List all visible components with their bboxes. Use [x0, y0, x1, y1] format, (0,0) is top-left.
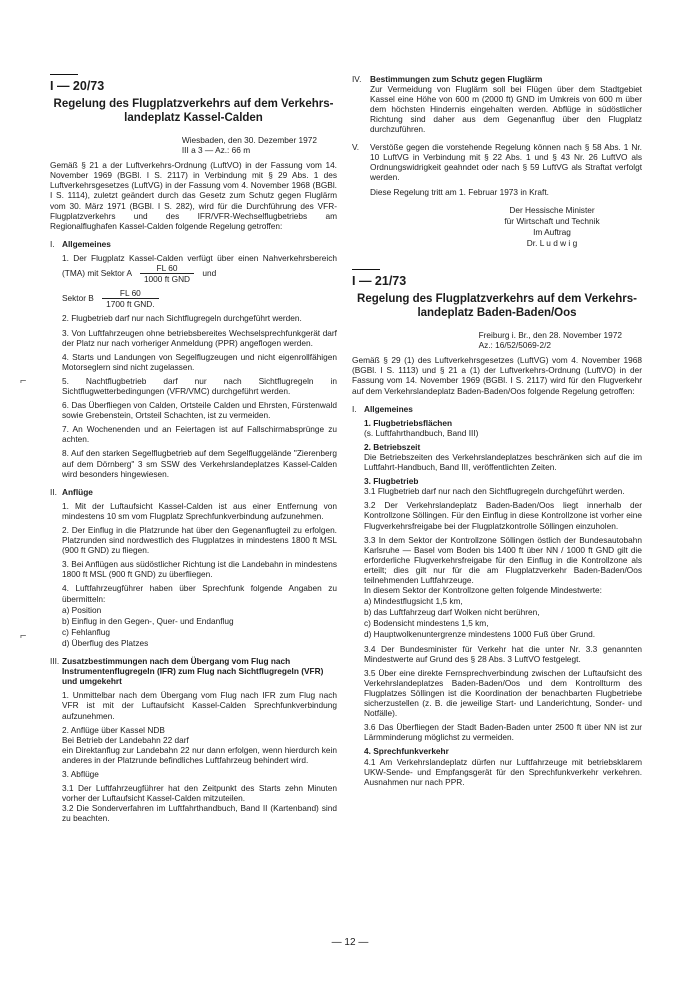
section-violations: [352, 142, 642, 182]
list-item: 2. Flugbetrieb darf nur nach Sichtflugregeln durchgeführt werden.: [62, 313, 302, 324]
subsection-text: Die Betriebszeiten des Verkehrslandeplatzes beschränken sich auf die im Luftfahrt-Handbuch, Band III, veröffentlichten Zeiten.: [364, 451, 642, 473]
fraction-numerator: FL 60: [140, 263, 194, 274]
item-title: 3. Abflüge: [62, 768, 99, 779]
subsection-title: 2. Betriebszeit: [364, 441, 421, 452]
list-item: 6. Das Überfliegen von Calden, Ortsteile Calden und Ehrsten, Fürstenwald sowie Grebenstein, Ortsteil Schachten, ist zu vermeiden.: [62, 400, 337, 421]
list-item: 3.6 Das Überfliegen der Stadt Baden-Baden unter 2500 ft über NN ist zur Lärmminderung möglichst zu vermeiden.: [364, 722, 642, 743]
effective-date: Diese Regelung tritt am 1. Februar 1973 in Kraft.: [370, 186, 549, 197]
sub-list-item: d) Überflug des Platzes: [62, 637, 149, 648]
subsection-title: 1. Flugbetriebsflächen: [364, 417, 453, 428]
section-number: II.: [50, 486, 57, 497]
section-number: V.: [352, 141, 360, 152]
signature-line: für Wirtschaft und Technik: [504, 216, 600, 227]
list-item: In diesem Sektor der Kontrollzone gelten folgende Mindestwerte:: [364, 585, 602, 596]
fraction-denominator: 1000 ft GND: [143, 274, 191, 285]
section-ifr-vfr: [50, 656, 337, 823]
doc-number: I — 21/73: [352, 274, 407, 289]
subsection-text: (s. Luftfahrthandbuch, Band III): [364, 427, 479, 438]
list-item: 4. Luftfahrzeugführer haben über Sprechfunk folgende Angaben zu übermitteln:: [62, 583, 337, 604]
list-item: 3. Von Luftfahrzeugen ohne betriebsbereites Wechselsprechfunkgerät darf der Platz nur nach vorheriger Anmeldung (PPR) angeflogen werden.: [62, 327, 337, 348]
fraction-denominator: 1700 ft GND.: [106, 299, 155, 310]
list-item: 7. An Wochenenden und an Feiertagen ist auf Fallschirmabsprünge zu achten.: [62, 424, 337, 445]
section-heading: Allgemeines: [62, 238, 111, 249]
item-text: 1. Der Flugplatz Kassel-Calden verfügt über einen Nahverkehrsbereich (TMA) mit Sektor A: [62, 252, 337, 278]
doc-number-rule: [50, 74, 78, 75]
fraction-sector-a: [140, 263, 194, 284]
section-heading: Anflüge: [62, 486, 93, 497]
fraction-sector-b: [102, 288, 158, 309]
item-line: Bei Betrieb der Landebahn 22 darf: [62, 734, 189, 745]
document-title: Regelung des Flugplatzverkehrs auf dem Verkehrs-landeplatz Kassel-Calden: [53, 98, 334, 124]
page-number: — 12 —: [331, 937, 369, 948]
list-item: 3.2 Der Verkehrslandeplatz Baden-Baden/Oos liegt innerhalb der Kontrollzone Söllingen. Für den Einflug in diese Kontrollzone ist vorher eine Flugverkehrsfreigabe bei der Flugplatzkontrolle Söllingen einzuholen.: [364, 500, 642, 531]
section-heading: Bestimmungen zum Schutz gegen Fluglärm: [370, 74, 543, 84]
item-text: ein Direktanflug zur Landebahn 22 nur dann erfolgen, wenn hierdurch kein anderes in der Platzrunde befindliches Luftfahrzeug behindert wird.: [62, 744, 337, 765]
signature-name: Dr. L u d w i g: [526, 238, 578, 249]
section-text: Zur Vermeidung von Fluglärm soll bei Flügen über dem Stadtgebiet Kassel eine Höhe von 600 m (2000 ft) GND im Umkreis von 600 m über dem höchsten Hindernis eingehalten werden. Abflüge in südöstlicher Richtung sind daher aus dem Gegenanflug über den Flugplatz durchzuführen.: [370, 84, 642, 135]
subsection-title: 3. Flugbetrieb: [364, 476, 419, 487]
date-block: [50, 135, 337, 155]
sub-list-item: c) Bodensicht mindestens 1,5 km,: [364, 618, 489, 629]
list-item: 5. Nachtflugbetrieb darf nur nach Sichtflugregeln in Sichtflugwetterbedingungen (VFR/VMC) durchgeführt werden.: [62, 375, 337, 396]
doc-number: I — 20/73: [50, 79, 105, 93]
list-item: 3.2 Die Sonderverfahren im Luftfahrthandbuch, Band II (Kartenband) sind zu beachten.: [62, 803, 337, 824]
margin-mark: ⌐: [20, 375, 27, 387]
section-heading: Zusatzbestimmungen nach dem Übergang vom Flug nach Instrumentenflugregeln (IFR) zum Flug nach Sichtflugregeln (VFR) und umgekehrt: [62, 656, 324, 687]
section-number: IV.: [352, 74, 362, 84]
sub-list-item: b) Einflug in den Gegen-, Quer- und Endanflug: [62, 615, 234, 626]
item-sector-b: [62, 288, 337, 309]
doc-number-rule: [352, 269, 380, 270]
signature-line: Der Hessische Minister: [509, 205, 595, 216]
section-number: I.: [352, 403, 357, 414]
fraction-numerator: FL 60: [102, 288, 158, 299]
date-line: Freiburg i. Br., den 28. November 1972: [478, 330, 622, 341]
list-item: 3.3 In dem Sektor der Kontrollzone Söllingen östlich der Bundesautobahn Karlsruhe — Basel vom Boden bis 1400 ft über NN / 1000 ft GND gilt die erforderliche Flugverkehrsfreigabe für den Einflug in die Kontrollzone als erteilt; dies gilt nur für die am Flugplatzverkehr Baden-Baden/Oos teilnehmenden Luftfahrzeuge.: [364, 534, 642, 585]
intro-paragraph: Gemäß § 29 (1) des Luftverkehrsgesetzes (LuftVG) vom 4. November 1968 (BGBl. I S. 1113) und § 21 a (1) der Luftverkehrs-Ordnung (LuftVO) in der Fassung vom 14. November 1969 (BGBl. I S. 2117) wird für den Flugverkehr auf dem Verkehrslandeplatz Baden-Baden/Oos folgende Regelung getroffen:: [352, 355, 642, 396]
left-column: [50, 0, 337, 823]
list-item: 3.4 Der Bundesminister für Verkehr hat die unter Nr. 3.3 genannten Mindestwerte auf Grund des § 28 Abs. 3 LuftVO festgelegt.: [364, 643, 642, 664]
conjunction: und: [202, 267, 217, 278]
list-item: 8. Auf den starken Segelflugbetrieb auf dem Segelfluggelände "Zierenberg auf dem Dörnberg" 3 sm SSW des Verkehrslandeplatzes Kassel-Calden wird besonders hingewiesen.: [62, 448, 337, 479]
section-number: I.: [50, 238, 55, 249]
section-general: [50, 239, 337, 479]
section-number: III.: [50, 656, 60, 667]
date-line: Wiesbaden, den 30. Dezember 1972: [181, 135, 317, 145]
right-column: [352, 0, 642, 787]
list-item: 2. Der Einflug in die Platzrunde hat über den Gegenanflugteil zu erfolgen. Platzrunden sind nordwestlich des Flugplatzes in mindestens 1800 ft MSL (900 ft GND) zu fliegen.: [62, 525, 337, 556]
list-item: 1. Mit der Luftaufsicht Kassel-Calden ist aus einer Entfernung von mindestens 10 sm vom Flugplatz Sprechfunkverbindung aufzunehmen.: [62, 500, 337, 521]
section-approaches: [50, 487, 337, 648]
sub-list-item: a) Position: [62, 604, 102, 615]
margin-mark: ⌐: [20, 630, 27, 642]
item-title: 2. Anflüge über Kassel NDB: [62, 724, 165, 735]
list-item: 4. Starts und Landungen von Segelflugzeugen und nicht eigenrollfähigen Motorseglern sind nicht zugelassen.: [62, 351, 337, 372]
section-general: [352, 404, 642, 787]
subsection-title: 4. Sprechfunkverkehr: [364, 746, 449, 757]
intro-paragraph: Gemäß § 21 a der Luftverkehrs-Ordnung (LuftVO) in der Fassung vom 14. November 1969 (BGBl. I S. 2117) in Verbindung mit § 29 Abs. 1 des Luftverkehrsgesetzes (LuftVG) in der Fassung vom 4. November 1968 (BGBl. I S. 1114), zuletzt geändert durch das Gesetz zum Schutz gegen Fluglärm vom 30. März 1971 (BGBl. I S. 282), wird für die Durchführung des VFR-Flugplatzverkehrs und des IFR/VFR-Wechselflugbetriebs am Regionalflughafen Kassel-Calden folgende Regelung getroffen:: [50, 160, 337, 231]
reference-line: Az.: 16/52/5069-2/2: [478, 340, 551, 351]
sub-list-item: a) Mindestflugsicht 1,5 km,: [364, 596, 463, 607]
list-item: 1. Unmittelbar nach dem Übergang vom Flug nach IFR zum Flug nach VFR ist mit der Luftaufsicht Kassel-Calden Sprechfunkverbindung aufzunehmen.: [62, 690, 337, 721]
sub-list-item: b) das Luftfahrzeug darf Wolken nicht berühren,: [364, 607, 540, 618]
list-item: 3.5 Über eine direkte Fernsprechverbindung zwischen der Luftaufsicht des Verkehrslandeplatzes Baden-Baden/Oos und dem Kontrollturm des Flugplatzes Söllingen ist die Koordination der benachbarten Flugbetriebe sicherzustellen (z. B. die jeweilige Start- und Landerichtung, Sonder- und Notfälle).: [364, 667, 642, 719]
sub-list-item: d) Hauptwolkenuntergrenze mindestens 1000 Fuß über Grund.: [364, 629, 596, 640]
list-item: 3.1 Der Luftfahrzeugführer hat den Zeitpunkt des Starts zehn Minuten vorher der Luftaufsicht Kassel-Calden mitzuteilen.: [62, 783, 337, 804]
reference-line: III a 3 — Az.: 66 m: [181, 145, 251, 156]
date-block: [352, 330, 642, 350]
subsection-text: 4.1 Am Verkehrslandeplatz dürfen nur Luftfahrzeuge mit betriebsklarem UKW-Sende- und Empfangsgerät für den Sprechfunkverkehr verkehren. Ausnahmen nur nach PPR.: [364, 756, 642, 787]
signature-line: Im Auftrag: [533, 227, 571, 238]
signature-block: [462, 205, 642, 249]
document-title: Regelung des Flugplatzverkehrs auf dem Verkehrs-landeplatz Baden-Baden/Oos: [357, 293, 637, 320]
section-text: Verstöße gegen die vorstehende Regelung können nach § 58 Abs. 1 Nr. 10 LuftVG in Verbindung mit § 22 Abs. 1 und § 43 Nr. 26 LuftVO als Ordnungswidrigkeit geahndet oder nach § 59 LuftVG als Straftat verfolgt werden.: [370, 141, 642, 182]
section-noise: [352, 74, 642, 135]
sector-label: Sektor B: [62, 293, 94, 303]
item-tma: [62, 253, 337, 284]
list-item: 3.1 Flugbetrieb darf nur nach den Sichtflugregeln durchgeführt werden.: [364, 486, 625, 497]
sub-list-item: c) Fehlanflug: [62, 626, 110, 637]
section-heading: Allgemeines: [364, 403, 413, 414]
list-item: 3. Bei Anflügen aus südöstlicher Richtung ist die Landebahn in mindestens 1800 ft MSL (900 ft GND) zu überfliegen.: [62, 559, 337, 580]
